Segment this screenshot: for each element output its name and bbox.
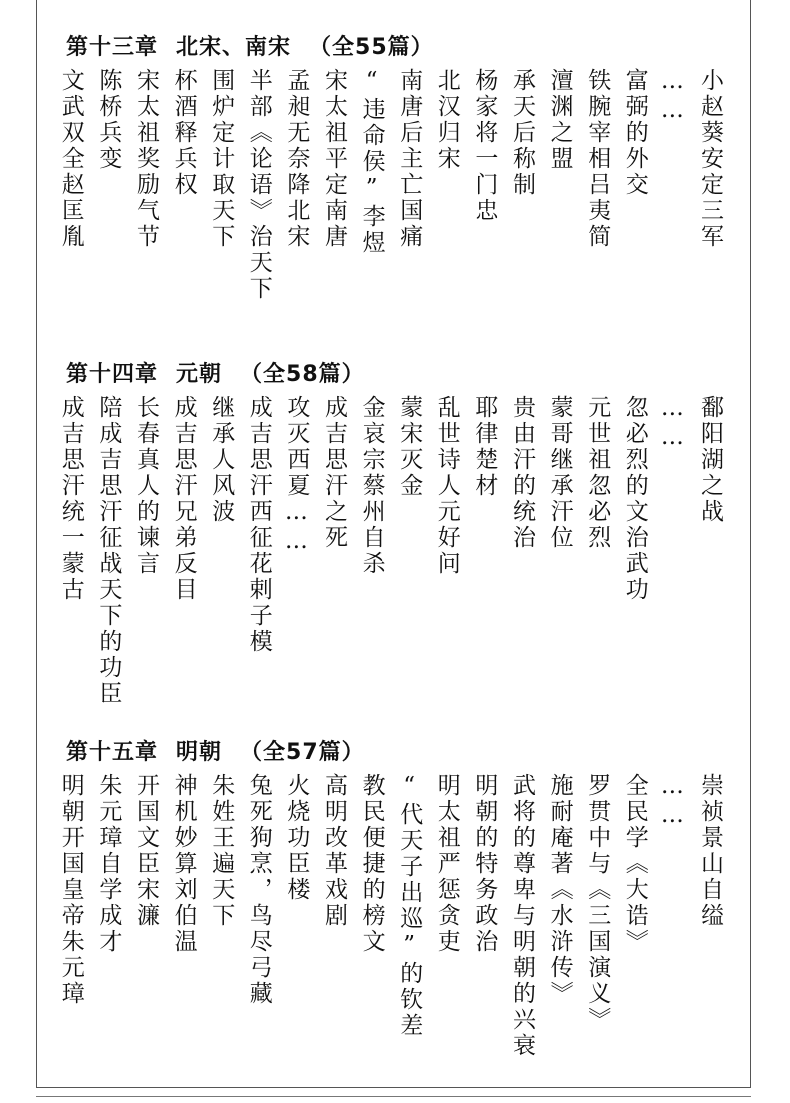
- toc-entry: 铁腕宰相吕夷简: [584, 68, 611, 250]
- chapter-name: 明朝: [176, 740, 223, 765]
- toc-entry: 兔死狗烹，鸟尽弓藏: [245, 773, 272, 1007]
- toc-entry: 耶律楚材: [471, 395, 498, 499]
- toc-entry: 朱姓王遍天下: [208, 773, 235, 929]
- toc-entry: 杯酒释兵权: [170, 68, 197, 198]
- toc-entry: 崇祯景山自缢: [697, 773, 723, 929]
- toc-entry: “代天子出巡”的钦差: [396, 773, 423, 1039]
- toc-entry: 乱世诗人元好问: [433, 395, 460, 577]
- toc-entry: 陪成吉思汗征战天下的功臣: [95, 395, 122, 707]
- toc-entry: 全民学《大诰》: [621, 773, 648, 955]
- chapter-heading: [66, 357, 365, 388]
- toc-entry: 文武双全赵匡胤: [57, 68, 84, 250]
- toc-entry: 金哀宗蔡州自杀: [358, 395, 385, 577]
- toc-entry: 朱元璋自学成才: [95, 773, 122, 955]
- toc-entry: 元世祖忽必烈: [584, 395, 611, 551]
- toc-entry: 贵由汗的统治: [509, 395, 535, 551]
- toc-entry: 神机妙算刘伯温: [170, 773, 197, 955]
- toc-entry: 长春真人的谏言: [133, 395, 159, 577]
- toc-entry: 南唐后主亡国痛: [396, 68, 423, 250]
- toc-entry: 成吉思汗西征花剌子模: [245, 395, 272, 655]
- chapter-name: 北宋、南宋: [176, 35, 292, 60]
- toc-entry: 武将的尊卑与明朝的兴衰: [509, 773, 535, 1059]
- toc-entry: 承天后称制: [509, 68, 535, 198]
- toc-columns: [36, 773, 751, 1103]
- toc-entry: 宋太祖平定南唐: [321, 68, 347, 250]
- toc-entry: 富弼的外交: [621, 68, 648, 198]
- toc-entry: 攻灭西夏……: [283, 395, 310, 557]
- toc-entry: 开国文臣宋濂: [133, 773, 159, 929]
- chapter-count: （全58篇）: [240, 362, 365, 387]
- toc-entry: 火烧功臣楼: [283, 773, 310, 903]
- toc-entry: 成吉思汗统一蒙古: [57, 395, 84, 603]
- chapter-heading: [66, 735, 365, 766]
- toc-entry: 明朝的特务政治: [471, 773, 498, 955]
- ellipsis-column: ……: [659, 68, 686, 126]
- chapter-name: 元朝: [176, 362, 223, 387]
- toc-entry: 围炉定计取天下: [208, 68, 235, 250]
- toc-entry: 半部《论语》治天下: [245, 68, 272, 302]
- toc-entry: 蒙哥继承汗位: [546, 395, 573, 551]
- toc-entry: 继承人风波: [208, 395, 235, 525]
- chapter-heading: [66, 30, 434, 61]
- toc-entry: 北汉归宋: [433, 68, 460, 172]
- toc-entry: 杨家将一门忠: [471, 68, 498, 224]
- toc-entry: 鄱阳湖之战: [697, 395, 723, 525]
- toc-entry: 明朝开国皇帝朱元璋: [57, 773, 84, 1007]
- ellipsis-column: ……: [659, 773, 686, 831]
- toc-entry: 忽必烈的文治武功: [621, 395, 648, 603]
- toc-entry: “违命侯”李煜: [358, 68, 385, 256]
- chapter-number: 第十四章: [66, 362, 159, 387]
- toc-entry: 陈桥兵变: [95, 68, 122, 172]
- toc-entry: 成吉思汗兄弟反目: [170, 395, 197, 603]
- toc-entry: 蒙宋灭金: [396, 395, 423, 499]
- toc-entry: 明太祖严惩贪吏: [433, 773, 460, 955]
- chapter-number: 第十五章: [66, 740, 159, 765]
- toc-columns: [36, 68, 751, 398]
- toc-entry: 澶渊之盟: [546, 68, 573, 172]
- toc-entry: 罗贯中与《三国演义》: [584, 773, 611, 1033]
- toc-entry: 教民便捷的榜文: [358, 773, 385, 955]
- toc-entry: 孟昶无奈降北宋: [283, 68, 310, 250]
- toc-entry: 宋太祖奖励气节: [133, 68, 159, 250]
- toc-columns: [36, 395, 751, 725]
- chapter-count: （全57篇）: [240, 740, 365, 765]
- toc-entry: 小赵葵安定三军: [697, 68, 723, 250]
- toc-entry: 成吉思汗之死: [321, 395, 347, 551]
- toc-entry: 高明改革戏剧: [321, 773, 347, 929]
- ellipsis-column: ……: [659, 395, 686, 453]
- chapter-number: 第十三章: [66, 35, 159, 60]
- chapter-count: （全55篇）: [309, 35, 434, 60]
- toc-entry: 施耐庵著《水浒传》: [546, 773, 573, 1007]
